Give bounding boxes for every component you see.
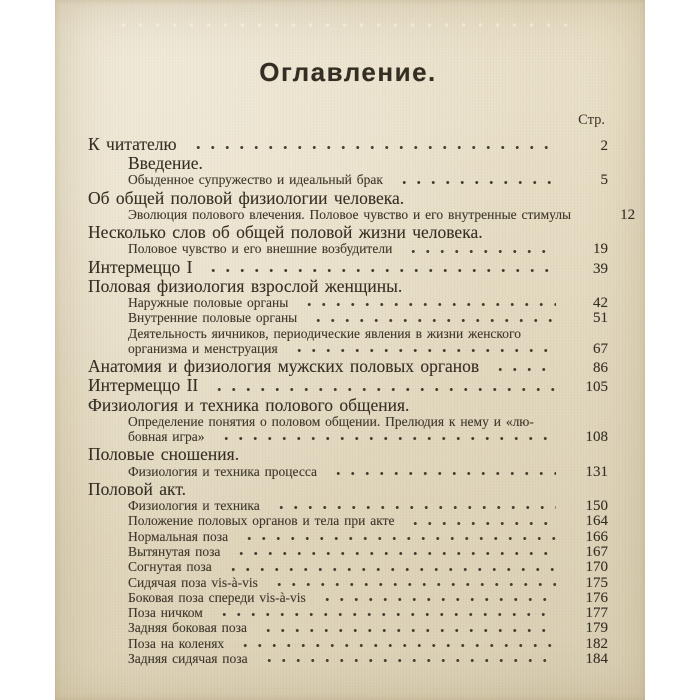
toc-entry-label: Обыденное супружество и идеальный брак: [128, 172, 383, 188]
dot-leader: [204, 268, 556, 273]
toc-entry-label: Половые сношения.: [88, 444, 240, 465]
toc-entry: [88, 310, 608, 325]
toc-entry-label: бовная игра»: [128, 429, 205, 445]
dot-leader: [300, 302, 556, 307]
toc-entry-label: Нормальная поза: [128, 528, 229, 544]
dot-leader: [309, 318, 556, 323]
page-number: 176: [585, 589, 608, 606]
toc-entry: [88, 356, 608, 375]
dot-leader: [318, 597, 556, 602]
toc-entry: [88, 395, 608, 414]
page-number: 67: [593, 340, 608, 357]
toc-entry: [88, 575, 608, 590]
toc-entry: [88, 444, 608, 463]
page-number: 170: [585, 559, 608, 576]
toc-entry-label: Сидячая поза vis-à-vis: [128, 574, 258, 590]
page-number: 167: [585, 543, 608, 560]
toc-entry-label: Интермеццо I: [88, 256, 193, 277]
toc-entry-label: организма и менструация: [128, 340, 278, 356]
toc-entry: [88, 188, 608, 207]
toc-entry: [88, 206, 636, 223]
table-of-contents: [88, 134, 636, 667]
toc-entry-label: Боковая поза спереди vis-à-vis: [128, 589, 306, 605]
dot-leader: [224, 567, 556, 572]
toc-entry-label: Интермеццо II: [88, 375, 199, 396]
dot-leader: [236, 643, 556, 648]
toc-entry: [88, 651, 608, 666]
toc-entry-label: Согнутая поза: [128, 559, 212, 575]
dot-leader: [395, 180, 556, 185]
toc-entry-label: Половой акт.: [88, 478, 187, 499]
toc-entry-label: Физиология и техника процесса: [128, 463, 318, 479]
toc-entry: [88, 544, 608, 559]
dot-leader: [404, 249, 556, 254]
page-number: 2: [600, 138, 608, 154]
toc-entry: [88, 414, 608, 429]
toc-entry: [88, 276, 608, 295]
toc-entry: [88, 375, 608, 394]
page-number: 105: [585, 379, 608, 396]
page-number: 12: [620, 206, 636, 223]
toc-entry-label: Эволюция полового влечения. Половое чувство и его внутренные стимулы: [128, 206, 572, 222]
toc-entry-label: Поза ничком: [128, 605, 203, 621]
toc-entry-label: Наружные половые органы: [128, 295, 289, 311]
page-number: 164: [585, 513, 608, 530]
toc-entry: [88, 172, 608, 187]
page-number: 175: [585, 574, 608, 591]
toc-entry-label: Физиология и техника полового общения.: [88, 394, 410, 415]
toc-entry-label: Поза на коленях: [128, 635, 225, 651]
toc-entry: [88, 429, 608, 444]
page-number: 5: [600, 172, 608, 189]
dot-leader: [290, 348, 556, 353]
toc-entry-label: Положение половых органов и тела при акте: [128, 513, 395, 529]
page-number: 179: [585, 620, 608, 637]
toc-entry-label: К читателю: [88, 134, 177, 154]
toc-entry-label: Об общей половой физиологии человека.: [88, 187, 405, 208]
toc-entry: [88, 513, 608, 528]
toc-entry: [88, 241, 608, 256]
leader-spacer: [198, 490, 556, 495]
dot-leader: [406, 521, 556, 526]
toc-entry: [88, 498, 608, 513]
dot-leader: [232, 551, 556, 556]
leader-spacer: [495, 233, 556, 238]
toc-entry: [88, 134, 608, 153]
toc-entry-label: Половое чувство и его внешние возбудители: [128, 241, 393, 257]
page-number: 108: [585, 429, 608, 446]
toc-entry-label: Вытянутая поза: [128, 543, 221, 559]
page-number: 42: [593, 295, 608, 312]
leader-spacer: [416, 199, 556, 204]
toc-entry-label: Половая физиология взрослой женщины.: [88, 275, 403, 296]
toc-entry-label: Анатомия и физиология мужских половых органов: [88, 356, 480, 377]
toc-entry: [88, 326, 608, 341]
toc-entry-label: Физиология и техника: [128, 498, 260, 514]
page-number: 131: [585, 463, 608, 480]
toc-entry: [88, 222, 608, 241]
toc-entry-label: Деятельность яичников, периодические явления в жизни женского: [128, 325, 521, 341]
page-number: 182: [585, 635, 608, 652]
leader-spacer: [251, 456, 556, 461]
page-number: 184: [585, 651, 608, 667]
page-number: 166: [585, 528, 608, 545]
toc-entry: [88, 590, 608, 605]
dot-leader: [260, 658, 556, 663]
dot-leader: [329, 471, 556, 476]
dot-leader: [217, 436, 556, 441]
leader-spacer: [533, 333, 556, 338]
toc-entry-label: Задняя боковая поза: [128, 620, 247, 636]
toc-entry: [88, 605, 608, 620]
toc-entry-label: Несколько слов об общей половой жизни человека.: [88, 222, 483, 243]
dot-leader: [215, 612, 556, 617]
toc-entry: [88, 341, 608, 356]
page-title: Оглавление.: [259, 57, 437, 87]
toc-entry: [88, 636, 608, 651]
toc-entry: [88, 295, 608, 310]
toc-entry: [88, 257, 608, 276]
page-number: 39: [593, 260, 608, 277]
toc-entry: [88, 479, 608, 498]
leader-spacer: [414, 287, 556, 292]
dot-leader: [272, 505, 556, 510]
leader-spacer: [546, 421, 556, 426]
page-content: [88, 0, 636, 667]
dot-leader: [491, 367, 556, 372]
page-number: 86: [593, 360, 608, 377]
toc-entry-label: Задняя сидячая поза: [128, 651, 248, 666]
page-number: 19: [593, 241, 608, 258]
page-number: 51: [593, 310, 608, 327]
leader-spacer: [421, 406, 556, 411]
toc-entry-label: Внутренние половые органы: [128, 310, 298, 326]
dot-leader: [270, 582, 556, 587]
page-number: 177: [585, 605, 608, 622]
toc-entry-label: Определение понятия о половом общении. Прелюдия к нему и «лю-: [128, 413, 534, 429]
toc-entry: [88, 559, 608, 574]
toc-entry: [88, 153, 608, 172]
dot-leader: [259, 628, 556, 633]
toc-entry: [88, 529, 608, 544]
book-page: [55, 0, 645, 700]
page-column-header: Стр.: [578, 112, 605, 128]
page-number: 150: [585, 498, 608, 515]
toc-entry-label: Введение.: [128, 153, 203, 174]
toc-entry: [88, 464, 608, 479]
dot-leader: [189, 145, 556, 150]
toc-entry: [88, 620, 608, 635]
leader-spacer: [215, 164, 556, 169]
dot-leader: [210, 387, 556, 392]
dot-leader: [240, 536, 556, 541]
